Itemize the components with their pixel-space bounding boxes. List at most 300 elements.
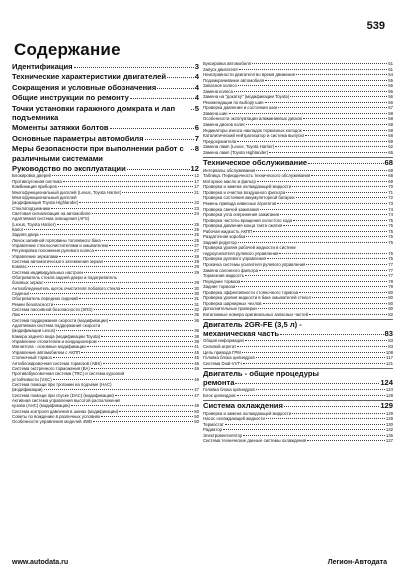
toc-section-page: 68 xyxy=(384,158,393,168)
toc-page: 48 xyxy=(194,403,199,409)
toc-list xyxy=(203,338,393,366)
toc-page: 31 xyxy=(194,296,199,302)
leader-dots xyxy=(245,275,387,276)
toc-list xyxy=(203,387,393,398)
toc-label: (модификации Lexus) xyxy=(12,328,56,334)
leader-dots xyxy=(87,346,194,347)
toc-page: 57 xyxy=(388,105,393,111)
leader-dots xyxy=(115,395,193,396)
leader-dots xyxy=(40,234,193,235)
toc-label: Рабочая жидкость АКПП xyxy=(203,228,253,234)
toc-label: Замена ламп (Toyota Highlander) xyxy=(203,149,269,155)
leader-dots xyxy=(236,286,387,287)
toc-label: Антиблокировочная система тормозов (ABS) xyxy=(12,360,102,366)
leader-dots xyxy=(191,149,194,150)
toc-label: Каталитический нейтрализатор и система выпуска xyxy=(203,133,305,139)
toc-page: 121 xyxy=(385,360,393,366)
leader-dots xyxy=(243,435,384,436)
toc-label: Головка блока цилиндров xyxy=(203,355,255,361)
leader-dots xyxy=(280,214,387,215)
toc-label: Проверка угла опережения зажигания xyxy=(203,212,280,218)
toc-page: 28 xyxy=(194,258,199,264)
leader-dots xyxy=(267,258,387,259)
leader-dots xyxy=(98,341,194,342)
toc-page: 55 xyxy=(388,83,393,89)
toc-label: Каталожные номера оригинальных запасных частей xyxy=(203,311,308,317)
toc-page: 129 xyxy=(385,416,393,422)
leader-dots xyxy=(305,135,387,136)
toc-item[interactable] xyxy=(203,438,393,444)
leader-dots xyxy=(312,297,387,298)
toc-page: 56 xyxy=(388,99,393,105)
leader-dots xyxy=(256,389,385,390)
toc-item[interactable] xyxy=(203,150,393,156)
leader-dots xyxy=(237,346,387,347)
leader-dots xyxy=(263,303,388,304)
leader-dots xyxy=(91,368,193,369)
toc-label: Противобуксовочная система (TRC) и система курсовой xyxy=(12,371,125,377)
leader-dots xyxy=(52,175,193,176)
leader-dots xyxy=(229,113,388,114)
toc-label: Блокировка дверей xyxy=(12,173,51,179)
toc-page: 136 xyxy=(385,432,393,438)
toc-label: Световая сигнализация на автомобиле xyxy=(12,210,91,216)
toc-page: 32 xyxy=(194,307,199,313)
toc-section-row[interactable] xyxy=(12,134,199,143)
leader-dots xyxy=(258,308,388,309)
toc-section-row[interactable] xyxy=(12,93,199,102)
toc-page: 23 xyxy=(194,205,199,211)
toc-label: боковых зеркал xyxy=(12,280,44,286)
leader-dots xyxy=(275,146,387,147)
toc-label: Задние тормоза xyxy=(203,284,236,290)
leader-dots xyxy=(269,152,387,153)
toc-section-label: Техническое обслуживание xyxy=(203,158,308,168)
leader-dots xyxy=(79,202,193,203)
toc-page: 77 xyxy=(388,273,393,279)
toc-list xyxy=(203,411,393,444)
toc-label: Индикаторы износа накладок тормозных колодок xyxy=(203,127,302,133)
toc-label: Проверка и очистка воздушного фильтра xyxy=(203,189,286,195)
leader-dots xyxy=(296,74,387,75)
toc-page: 3 xyxy=(194,62,199,71)
toc-page: 58 xyxy=(388,133,393,139)
leader-dots xyxy=(235,383,379,384)
toc-page: 6 xyxy=(194,123,199,133)
toc-page: 21 xyxy=(194,189,199,195)
toc-label: Система пассивной безопасности (SRS) xyxy=(12,307,93,313)
toc-label: Многофункциональный дисплей (Lexus, Toyota Harrier) xyxy=(12,189,122,195)
leader-dots xyxy=(102,240,194,241)
leader-dots xyxy=(54,304,193,305)
leader-dots xyxy=(242,352,385,353)
toc-page: 50 xyxy=(194,419,199,425)
toc-page: 17 xyxy=(194,184,199,190)
toc-page: 8 xyxy=(194,144,199,154)
toc-page: 46 xyxy=(194,376,199,382)
leader-dots xyxy=(63,181,193,182)
toc-section-header-line2[interactable] xyxy=(203,330,393,339)
leader-dots xyxy=(110,128,194,129)
toc-label: Активная система управления высотой расположения xyxy=(12,397,121,403)
toc-page: 25 xyxy=(194,226,199,232)
leader-dots xyxy=(157,88,194,89)
toc-section-row[interactable] xyxy=(12,123,199,132)
leader-dots xyxy=(92,213,194,214)
toc-page: 47 xyxy=(194,392,199,398)
toc-label: Замена колеса xyxy=(203,88,233,94)
toc-label: Регулировка положения рулевого колеса xyxy=(12,248,94,254)
toc-label: Проверка эффективности стояночного тормоза xyxy=(203,289,299,295)
toc-label: Замена на "докатку" (модификации Toyota) xyxy=(203,94,290,100)
toc-label: (модификации) xyxy=(12,387,43,393)
toc-page: 76 xyxy=(388,239,393,245)
toc-label: Идентификация xyxy=(12,62,73,71)
toc-label: устойчивости (VSC) xyxy=(12,376,52,382)
leader-dots xyxy=(307,440,385,441)
toc-page: 46 xyxy=(194,365,199,371)
toc-page: 77 xyxy=(388,261,393,267)
leader-dots xyxy=(51,208,193,209)
toc-label: (модификация Toyota Highlander) xyxy=(12,200,79,206)
toc-label: Руководство по эксплуатации xyxy=(12,164,126,174)
leader-dots xyxy=(259,270,387,271)
leader-dots xyxy=(284,406,379,407)
toc-label: Термостат xyxy=(203,421,224,427)
toc-page: 58 xyxy=(388,110,393,116)
toc-section-row[interactable] xyxy=(12,164,199,173)
toc-label: Люк xyxy=(12,312,20,318)
toc-section-row[interactable] xyxy=(12,144,199,163)
toc-section-row[interactable] xyxy=(12,104,199,123)
leader-dots xyxy=(245,340,387,341)
leader-dots xyxy=(81,352,193,353)
toc-label: Дополнительные проверки xyxy=(203,306,257,312)
toc-label: Сиденья xyxy=(12,291,30,297)
toc-page: 80 xyxy=(388,295,393,301)
leader-dots xyxy=(93,421,193,422)
leader-dots xyxy=(57,224,194,225)
toc-label: Система Dual-VVT-i xyxy=(203,360,243,366)
toc-label: Основные параметры автомобиля xyxy=(12,133,144,143)
toc-page: 27 xyxy=(194,248,199,254)
toc-label: Стеклоподъемники xyxy=(12,205,51,211)
toc-section-page: 83 xyxy=(384,328,393,338)
toc-page: 124 xyxy=(385,387,393,393)
leader-dots xyxy=(94,309,194,310)
toc-page: 29 xyxy=(194,280,199,286)
toc-page: 22 xyxy=(194,200,199,206)
toc-page: 29 xyxy=(194,269,199,275)
toc-label: Общая информация xyxy=(203,338,244,344)
toc-label: Управление отопителем и кондиционером xyxy=(12,339,97,345)
leader-dots xyxy=(237,141,387,142)
toc-page: 58 xyxy=(388,122,393,128)
toc-label: Проверка уровня жидкости в баке омывателей стекол xyxy=(203,295,311,301)
toc-page: 76 xyxy=(388,234,393,240)
toc-page: 79 xyxy=(388,284,393,290)
leader-dots xyxy=(71,405,193,406)
leader-dots xyxy=(292,413,385,414)
leader-dots xyxy=(56,330,193,331)
toc-label: Подомкрачивание автомобиля xyxy=(203,77,265,83)
toc-label: Моменты затяжки болтов xyxy=(12,123,109,133)
toc-label: Прокачка системы усилителя рулевого управления xyxy=(203,261,306,267)
toc-label: Комбинация приборов xyxy=(12,184,57,190)
toc-label: Замена ламп (Lexus, Toyota Harrier) xyxy=(203,144,275,150)
toc-page: 41 xyxy=(194,344,199,350)
toc-page: 55 xyxy=(388,77,393,83)
leader-dots xyxy=(53,379,194,380)
toc-item[interactable] xyxy=(203,361,393,367)
toc-page: 77 xyxy=(388,267,393,273)
leader-dots xyxy=(293,220,387,221)
toc-page: 45 xyxy=(194,349,199,355)
toc-page: 36 xyxy=(194,317,199,323)
toc-label: Общие инструкции по ремонту xyxy=(12,93,129,103)
leader-dots xyxy=(101,336,193,337)
footer-website: www.autodata.ru xyxy=(12,559,69,566)
leader-dots xyxy=(265,80,387,81)
toc-label: Обогреватель передних сидений xyxy=(12,296,78,302)
toc-label: Точки установки гаражного домкрата и лап подъемника xyxy=(12,103,176,123)
toc-label: Сокращения и условные обозначения xyxy=(12,82,157,92)
leader-dots xyxy=(296,197,388,198)
toc-label: Запасное колесо xyxy=(203,83,237,89)
toc-label: Система автоматического затемнения зеркал xyxy=(12,258,104,264)
toc-page: 80 xyxy=(388,300,393,306)
toc-label: Раздаточная коробка xyxy=(203,234,246,240)
toc-page: 62 xyxy=(388,144,393,150)
leader-dots xyxy=(277,203,387,204)
toc-page: 45 xyxy=(194,355,199,361)
toc-label: Система технические данные системы охлаждения xyxy=(203,438,307,444)
toc-label: Таблица. Периодичность технического обслуживания xyxy=(203,173,311,179)
toc-page: 128 xyxy=(385,392,393,398)
toc-page: 72 xyxy=(388,195,393,201)
leader-dots xyxy=(283,225,387,226)
toc-label: Антиобледенитель щеток очистителя лобового стекла xyxy=(12,285,121,291)
toc-section-page: 129 xyxy=(380,401,393,411)
toc-label: Проверка рулевого управления xyxy=(203,256,266,262)
leader-dots xyxy=(122,192,193,193)
leader-dots xyxy=(84,272,193,273)
toc-page: 29 xyxy=(194,264,199,270)
toc-page: 4 xyxy=(194,82,199,92)
toc-page: 31 xyxy=(194,301,199,307)
toc-right-top-list xyxy=(203,61,393,155)
toc-label: Система экстренного торможения (BA) xyxy=(12,365,90,371)
page-number: 539 xyxy=(366,20,385,32)
toc-label: Проверка и замена охлаждающей жидкости xyxy=(203,410,292,416)
toc-label: Камера заднего вида (модификации Toyota) xyxy=(12,333,101,339)
leader-dots xyxy=(127,169,190,170)
toc-label: Проверка свечей зажигания xyxy=(203,206,259,212)
toc-label: Особенности управления моделей 4WD xyxy=(12,419,93,425)
toc-label: Капот xyxy=(12,226,24,232)
leader-dots xyxy=(306,264,387,265)
toc-page: 25 xyxy=(194,232,199,238)
toc-page: 69 xyxy=(388,178,393,184)
toc-label: Электровентилятор xyxy=(203,432,243,438)
leader-dots xyxy=(130,98,194,99)
toc-page: 71 xyxy=(388,189,393,195)
toc-label: Технические характеристики двигателей xyxy=(12,72,167,82)
leader-dots xyxy=(292,186,387,187)
toc-page: 80 xyxy=(388,289,393,295)
toc-page: 27 xyxy=(194,242,199,248)
leader-dots xyxy=(246,124,387,125)
leader-dots xyxy=(44,389,194,390)
toc-page: 75 xyxy=(388,228,393,234)
toc-label: Управление стеклоочистителями и омывателем xyxy=(12,242,108,248)
toc-label: Проверка шарнирных чехлов xyxy=(203,300,262,306)
toc-section-page: 124 xyxy=(380,377,393,387)
toc-page: 4 xyxy=(194,72,199,82)
toc-label: Особенности эксплуатации алюминиевых дисков xyxy=(203,116,302,122)
toc-label: Многофункциональный дисплей xyxy=(12,194,77,200)
toc-page: 83 xyxy=(388,343,393,349)
toc-label: Стояночный тормоз xyxy=(12,355,52,361)
leader-dots xyxy=(265,102,388,103)
toc-section-maintenance xyxy=(203,157,393,317)
toc-label: Система поддержания скорости (модификации) xyxy=(12,317,109,323)
toc-page: 80 xyxy=(388,306,393,312)
toc-page: 70 xyxy=(388,184,393,190)
toc-page: 73 xyxy=(388,200,393,206)
toc-section-cooling xyxy=(203,400,393,444)
leader-dots xyxy=(260,209,387,210)
toc-label: Обогреватель стекла задней двери и подогреватель xyxy=(12,275,117,280)
toc-page: 68 xyxy=(388,173,393,179)
leader-dots xyxy=(167,77,194,78)
toc-item[interactable] xyxy=(203,312,393,318)
toc-label: Тормозная жидкость xyxy=(203,273,245,279)
toc-section-header[interactable] xyxy=(203,159,393,168)
toc-page: 56 xyxy=(388,88,393,94)
toc-label: Ремни безопасности xyxy=(12,301,54,307)
toc-label: Замена дисков колес xyxy=(203,122,246,128)
leader-dots xyxy=(279,253,387,254)
toc-label: Интервалы обслуживания xyxy=(203,167,256,173)
leader-dots xyxy=(252,63,387,64)
toc-section-row[interactable] xyxy=(12,62,199,71)
toc-page: 17 xyxy=(194,178,199,184)
toc-label: Ремень привода навесных агрегатов xyxy=(203,200,277,206)
toc-label: Управление автомобилем с АКПП xyxy=(12,349,81,355)
leader-dots xyxy=(237,395,385,396)
leader-dots xyxy=(225,424,385,425)
leader-dots xyxy=(308,163,383,164)
toc-page: 4 xyxy=(194,93,199,103)
leader-dots xyxy=(24,229,193,230)
toc-label: Задний редуктор xyxy=(203,239,237,245)
toc-page: 137 xyxy=(385,438,393,444)
toc-item[interactable] xyxy=(12,419,199,424)
toc-page: 47 xyxy=(194,387,199,393)
toc-page: 36 xyxy=(194,328,199,334)
toc-page: 68 xyxy=(388,167,393,173)
toc-page: 54 xyxy=(388,72,393,78)
toc-section-row[interactable] xyxy=(12,72,199,81)
leader-dots xyxy=(257,181,387,182)
toc-label: Запуск двигателя xyxy=(203,66,238,72)
toc-page: 74 xyxy=(388,206,393,212)
toc-page: 46 xyxy=(194,360,199,366)
leader-dots xyxy=(58,186,193,187)
leader-dots xyxy=(30,293,193,294)
toc-page: 51 xyxy=(388,61,393,66)
leader-dots xyxy=(280,334,384,335)
toc-label: Система контроля давления в шинах (модификации) xyxy=(12,408,119,414)
toc-label: Проверка частоты вращения холостого хода xyxy=(203,217,293,223)
leader-dots xyxy=(103,363,194,364)
toc-section-label: ремонта xyxy=(203,377,235,387)
toc-label: Предохранители xyxy=(203,138,237,144)
toc-label: Проверка состояния аккумуляторной батареи xyxy=(203,195,295,201)
toc-label: Управление зеркалами xyxy=(12,253,59,259)
toc-label: кузова (AHC) (модификации) xyxy=(12,403,70,409)
toc-page: 28 xyxy=(194,253,199,259)
page-title: Содержание xyxy=(14,40,121,59)
leader-dots xyxy=(59,256,193,257)
toc-label: Проверка уровня рабочей жидкости в системе xyxy=(203,245,296,251)
leader-dots xyxy=(309,314,387,315)
toc-label: Замена шин xyxy=(203,110,228,116)
leader-dots xyxy=(286,192,387,193)
leader-dots xyxy=(74,67,194,68)
toc-section-general xyxy=(203,368,393,398)
leader-dots xyxy=(256,170,387,171)
toc-item[interactable] xyxy=(203,393,393,399)
toc-page: 117 xyxy=(386,355,393,361)
leader-dots xyxy=(278,107,387,108)
toc-left-column xyxy=(12,61,199,425)
toc-page: 75 xyxy=(388,223,393,229)
toc-right-column xyxy=(203,61,393,444)
leader-dots xyxy=(28,266,194,267)
toc-label: Рекомендации по выбору шин xyxy=(203,99,264,105)
toc-page: 59 xyxy=(388,138,393,144)
toc-page: 78 xyxy=(388,278,393,284)
toc-section-row[interactable] xyxy=(12,83,199,92)
toc-label: (Lexus, Toyota Harrier) xyxy=(12,221,56,227)
toc-page: 132 xyxy=(385,427,393,433)
leader-dots xyxy=(256,357,386,358)
leader-dots xyxy=(109,320,193,321)
toc-page: 56 xyxy=(388,94,393,100)
toc-page: 24 xyxy=(194,210,199,216)
leader-dots xyxy=(145,139,194,140)
toc-section-header-line2[interactable] xyxy=(203,379,393,388)
toc-page: 38 xyxy=(194,333,199,339)
leader-dots xyxy=(299,292,387,293)
toc-section-header[interactable] xyxy=(203,402,393,411)
toc-label: гидроусилителя рулевого управления xyxy=(203,250,279,256)
toc-label: Магнитола - основные модификации xyxy=(12,344,86,350)
leader-dots xyxy=(44,282,193,283)
toc-label: Проверка и замена охлаждающей жидкости xyxy=(203,184,292,190)
toc-label: Проверка давления и состояния шин xyxy=(203,105,278,111)
leader-dots xyxy=(79,298,193,299)
toc-label: Цепь привода ГРМ xyxy=(203,349,241,355)
toc-label: Проверка давления конца такта сжатия xyxy=(203,223,283,229)
toc-label: Адаптивная система освещения (AFS) xyxy=(12,216,90,222)
toc-label: Моторное масло и фильтр xyxy=(203,178,256,184)
toc-page: 58 xyxy=(388,127,393,133)
toc-label: Противоугонная система xyxy=(12,178,62,184)
toc-page: 35 xyxy=(194,312,199,318)
